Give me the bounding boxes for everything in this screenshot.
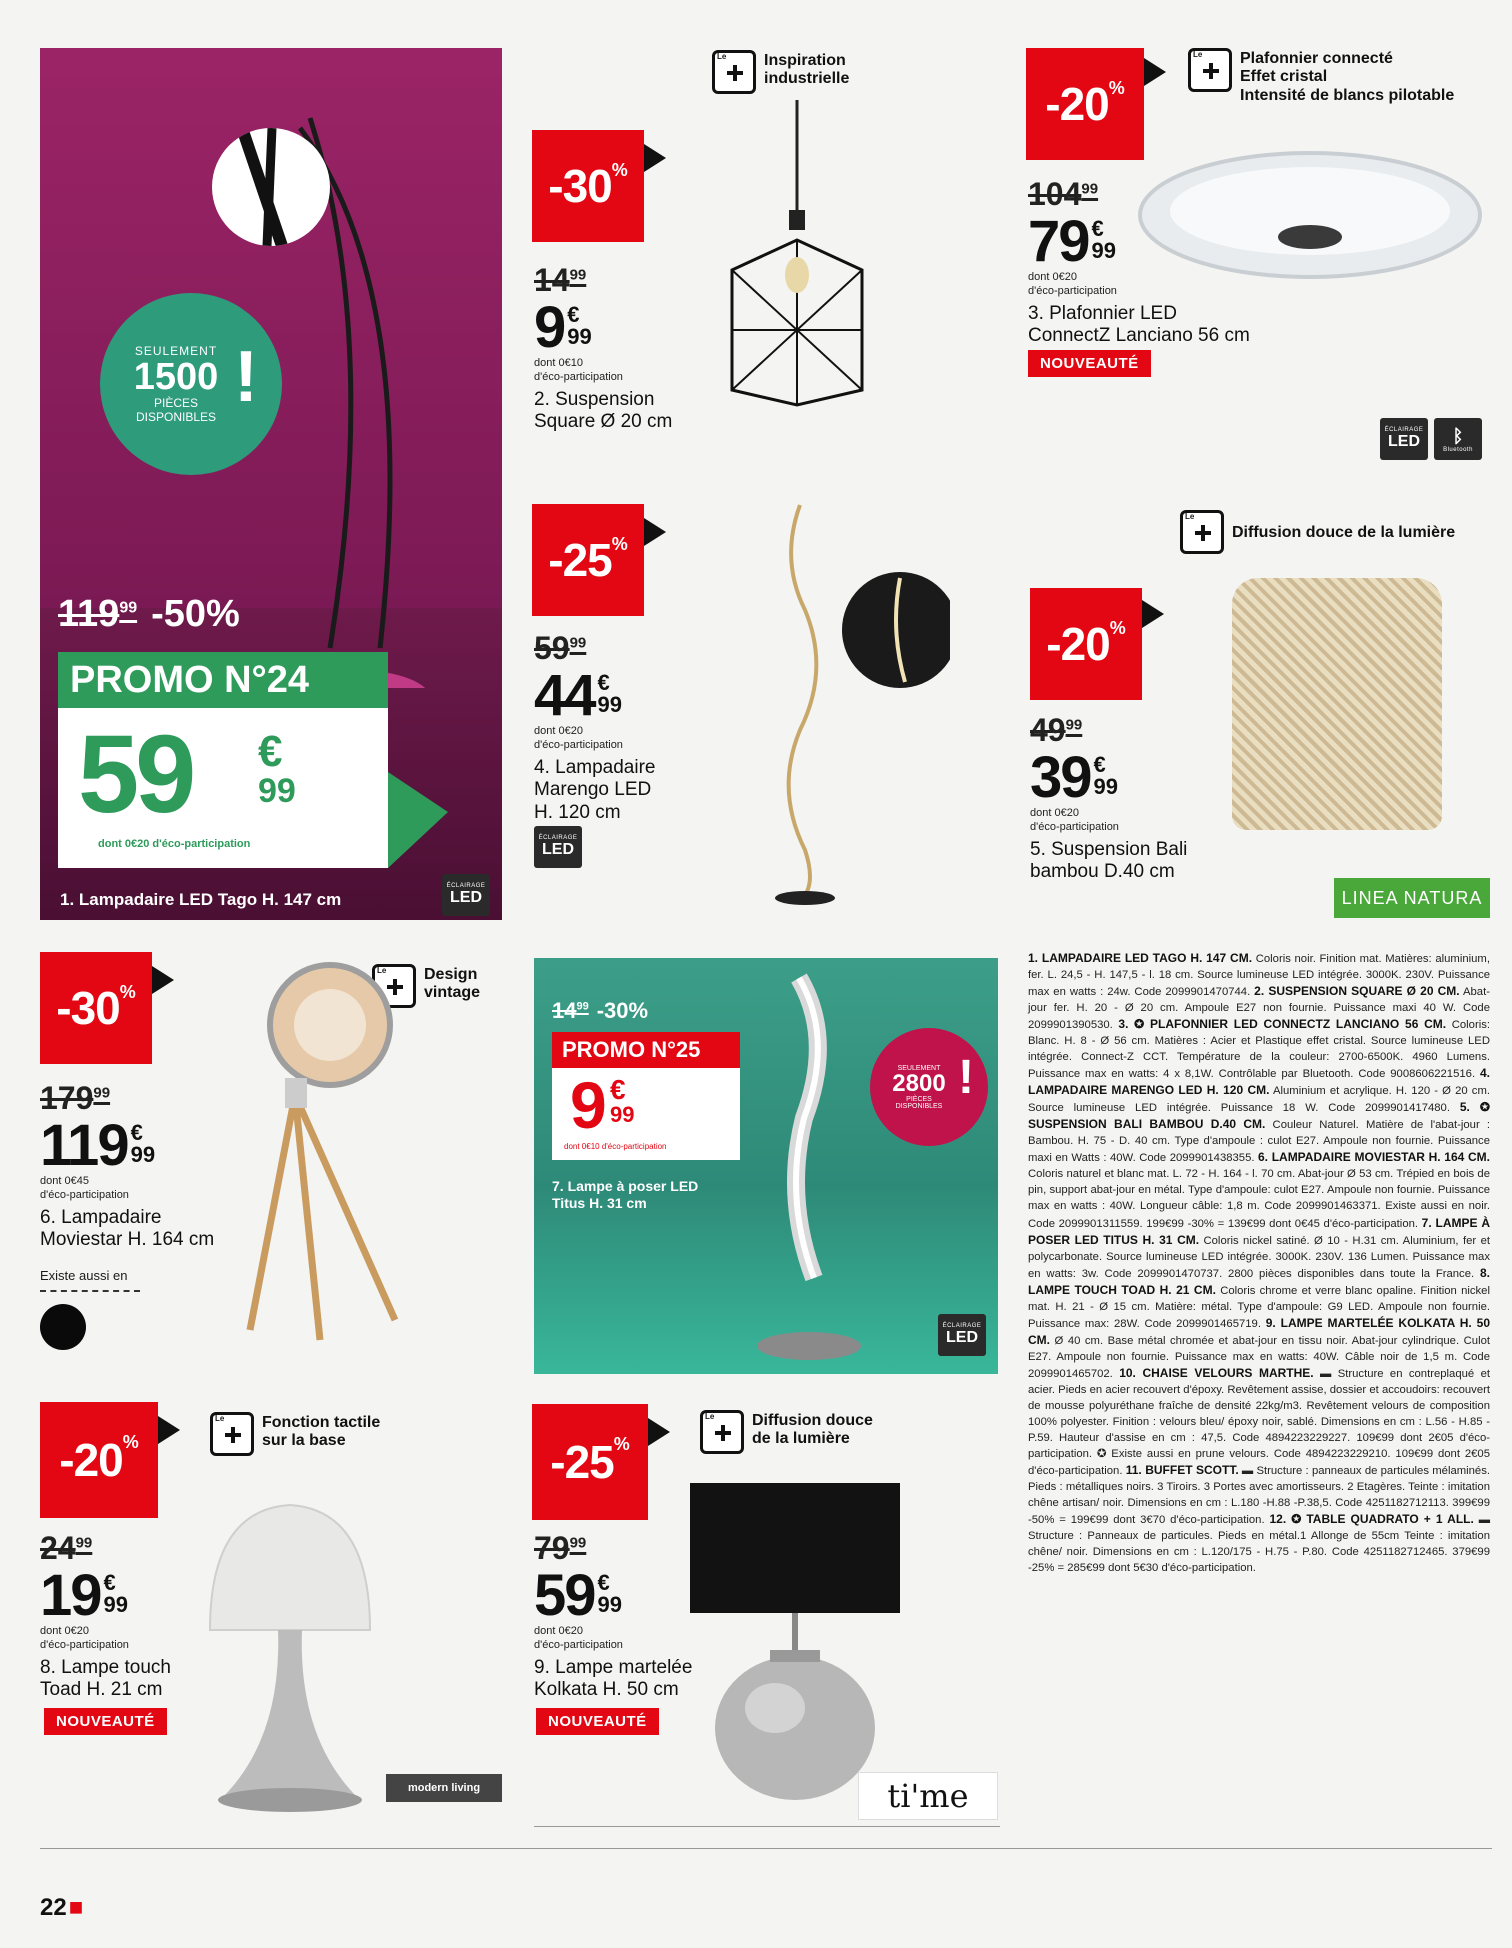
old-price-row: $119^{99}$ -50%: [58, 593, 240, 635]
promo-price-box: 9 € 99 dont 0€10 d'éco-participation: [552, 1068, 740, 1160]
feature-badge-2: Le Inspiration industrielle: [712, 50, 849, 94]
eco-participation: dont 0€20 d'éco-participation: [98, 838, 251, 850]
old-price: $49^{99}$: [1030, 712, 1083, 748]
stock-badge: SEULEMENT 2800 PIÈCES DISPONIBLES !: [870, 1028, 988, 1146]
discount-badge-6: -30 %: [40, 952, 152, 1064]
old-price-row: $14^{99}$ -30%: [552, 998, 649, 1023]
divider: [40, 1290, 140, 1292]
spec-text: Coloris nickel satiné. Ø 10 - H.31 cm. Aluminium, fer et polycarbonate. Source lumineuse LED intégrée. 3000K. 230V. 136 Lumen. Puissance max en watts: 3w. Code 2099901470737. 2800 pièces disponibles dans toute la France.: [1028, 1234, 1490, 1280]
plus-icon: Le: [210, 1412, 254, 1456]
spec-text: Coloris noir. Finition mat. Matières: aluminium, fer. L. 24,5 - H. 147,5 - l. 18 cm. Source lumineuse LED intégrée. 3000K. 230V. Puissance max en watts : 24w. Code 2099901470744.: [1028, 953, 1490, 999]
brand-modern-living: modern living: [386, 1774, 502, 1802]
divider: [534, 1826, 1000, 1827]
product-4-name: 4. Lampadaire Marengo LED H. 120 cm: [534, 756, 656, 824]
product-4-prices: [534, 630, 655, 825]
current-price: 44 € 99: [534, 663, 622, 728]
old-price: $79^{99}$: [534, 1530, 587, 1566]
discount-badge-9: -25 %: [532, 1404, 648, 1520]
product-5-name: 5. Suspension Bali bambou D.40 cm: [1030, 838, 1188, 883]
current-price: 39 € 99: [1030, 745, 1118, 810]
spec-text: Aluminium et acrylique. H. 120 - Ø 20 cm. Source lumineuse LED intégrée. Puissance 18 W. Code 2099901417480.: [1028, 1085, 1490, 1115]
current-price: 19 € 99: [40, 1563, 128, 1628]
feature-badge-9: Le Diffusion douce de la lumière: [700, 1410, 873, 1454]
product-8-name: 8. Lampe touch Toad H. 21 cm: [40, 1656, 171, 1701]
product-6-name: 6. Lampadaire Moviestar H. 164 cm: [40, 1206, 215, 1251]
spec-heading: 11. BUFFET SCOTT.: [1125, 1462, 1239, 1477]
discount-badge-8: -20 %: [40, 1402, 158, 1518]
spec-heading: 1. LAMPADAIRE LED TAGO H. 147 CM.: [1028, 951, 1253, 965]
color-swatch-black[interactable]: [40, 1304, 86, 1350]
brand-time: ti'me: [858, 1772, 998, 1820]
promo-triangle: [388, 772, 448, 868]
floor-lamp-marengo-image: [760, 500, 950, 910]
spec-text: Coloris: Blanc. H. 8 - Ø 56 cm. Matières : Acier et Plastique effet cristal. Source lumineuse LED intégrée. Connect-Z CCT. Température de la couleur: 2700-6500K. 4960 Lumens. Puissance max en watts: 4 x 8,1W. Contrôlable par Bluetooth. Code 9008606221516.: [1028, 1019, 1491, 1081]
eco-participation: dont 0€20 d'éco-participation: [1028, 271, 1117, 297]
plus-icon: Le: [700, 1410, 744, 1454]
brand-linea-natura: LINEA NATURA: [1334, 878, 1490, 918]
spec-heading: 5. ✪ SUSPENSION BALI BAMBOU D.40 CM.: [1028, 1100, 1490, 1132]
feature-badge-3: Le Plafonnier connecté Effet cristal Intensité de blancs pilotable: [1188, 48, 1454, 105]
spec-heading: 12. ✪ TABLE QUADRATO + 1 ALL.: [1269, 1512, 1474, 1527]
tripod-lamp-image: [210, 960, 430, 1350]
led-badge: ÉCLAIRAGE LED: [442, 874, 490, 916]
feature-badge-5: Le Diffusion douce de la lumière: [1180, 510, 1455, 554]
page-number: 22 ■: [40, 1894, 84, 1921]
badge-tail: [1142, 600, 1164, 628]
spec-text: Abat-jour fer. H. 20 - Ø 20 cm. Ampoule E27 non fournie. Puissance maxi 40 W. Code 2099901390530.: [1028, 986, 1490, 1032]
badge-tail: [644, 144, 666, 172]
current-price: 79 € 99: [1028, 209, 1116, 274]
old-price: $59^{99}$: [534, 630, 587, 666]
product-6-prices: [40, 1080, 214, 1252]
spec-text: ▬ Structure : panneaux de particules mélaminés. Pieds : métalliques noirs. 3 Tiroirs. 3 Portes avec amortisseurs. 2 Etagères. Teinte : imitation chêne artisan/ noir. Dimensions en cm : L.180 -H.88 -P.38,5. Code 4251182712113. 399€99 -50% = 199€99 dont 3€70 d'éco-participation.: [1028, 1464, 1491, 1527]
badge-tail: [1144, 58, 1166, 86]
feature-badge-8: Le Fonction tactile sur la base: [210, 1412, 380, 1456]
bluetooth-icon: ᛒ Bluetooth: [1434, 418, 1482, 460]
old-price: $14^{99}$: [534, 262, 587, 298]
plus-icon: Le: [1180, 510, 1224, 554]
product-7-panel: [534, 958, 998, 1374]
kolkata-lamp-image: [680, 1478, 910, 1808]
product-3-name: 3. Plafonnier LED ConnectZ Lanciano 56 cm: [1028, 302, 1250, 347]
badge-tail: [648, 1418, 670, 1446]
spec-heading: 7. LAMPE À POSER LED TITUS H. 31 CM.: [1028, 1215, 1490, 1247]
product-5-prices: [1030, 712, 1187, 884]
old-price: $24^{99}$: [40, 1530, 93, 1566]
spec-heading: 6. LAMPADAIRE MOVIESTAR H. 164 CM.: [1258, 1150, 1491, 1165]
old-price: $179^{99}$: [40, 1080, 111, 1116]
spec-text: Ø 40 cm. Base métal chromée et abat-jour en tissu noir. Abat-jour cylindrique. Culot E27. Ampoule non fournie. Puissance max en watts: 40W. Câble noir de 1,5 m. Code 2099901465702.: [1028, 1334, 1490, 1380]
detail-circle: [212, 128, 330, 246]
eco-participation: dont 0€10 d'éco-participation: [564, 1142, 667, 1151]
promo-label: PROMO N°24: [58, 652, 388, 708]
product-9-prices: [534, 1530, 692, 1702]
plus-icon: Le: [1188, 48, 1232, 92]
led-badge: ÉCLAIRAGE LED: [938, 1314, 986, 1356]
discount-badge-3: -20 %: [1026, 48, 1144, 160]
eco-participation: dont 0€20 d'éco-participation: [40, 1625, 129, 1651]
promo-label: PROMO N°25: [552, 1032, 740, 1068]
badge-tail: [644, 518, 666, 546]
badge-tail: [158, 1416, 180, 1444]
promo-price: 59: [78, 713, 193, 836]
eco-participation: dont 0€20 d'éco-participation: [534, 725, 623, 751]
new-badge-9: NOUVEAUTÉ: [536, 1708, 659, 1735]
bamboo-shade-image: [1232, 578, 1442, 830]
also-available-label: Existe aussi en: [40, 1268, 128, 1283]
spec-heading: 2. SUSPENSION SQUARE Ø 20 CM.: [1254, 984, 1460, 999]
spec-heading: 10. CHAISE VELOURS MARTHE.: [1119, 1365, 1314, 1380]
promo-price-box: 59 € 99 dont 0€20 d'éco-participation: [58, 708, 388, 868]
touch-lamp-image: [190, 1480, 390, 1820]
product-8-prices: [40, 1530, 171, 1702]
badge-tail: [152, 966, 174, 994]
spec-heading: 4. LAMPADAIRE MARENGO LED H. 120 CM.: [1028, 1066, 1490, 1098]
exclamation-icon: !: [958, 1051, 974, 1104]
spec-text: ▬ Structure : Panneaux de particules. Pieds en métal.1 Allonge de 55cm Teinte : imitation chêne/ noir. Dimensions en cm : L.120/175 - H.75 - P.80. Code 4251182712465. 379€99 -25% = 285€99 dont 5€30 d'éco-participation.: [1028, 1514, 1491, 1575]
plus-icon: Le: [712, 50, 756, 94]
ceiling-light-image: [1135, 145, 1485, 285]
promo-price: 9: [570, 1068, 607, 1142]
spec-text: Coloris naturel et blanc mat. L. 72 - H. 164 - l. 70 cm. Abat-jour Ø 53 cm. Trépied en bois de pin, support abat-jour en métal. Type d'ampoule: culot E27. Ampoule non fournie. Puissance max en watts : 40W. Longueur câble: 1,8 m. Code 2099901463371. Existe aussi en noir. Code 2099901311559. 199€99 -30% = 139€99 dont 0€45 d'éco-participation.: [1028, 1168, 1490, 1230]
current-price: 119 € 99: [40, 1113, 156, 1178]
product-specifications: [1028, 950, 1490, 1576]
product-2-prices: [534, 262, 672, 434]
plus-icon: Le: [372, 964, 416, 1008]
product-1-name: 1. Lampadaire LED Tago H. 147 cm: [60, 890, 342, 909]
current-price: 59 € 99: [534, 1563, 622, 1628]
product-7-name: 7. Lampe à poser LED Titus H. 31 cm: [552, 1178, 699, 1211]
stock-badge: SEULEMENT 1500 PIÈCES DISPONIBLES !: [100, 293, 282, 475]
product-1-panel: [40, 48, 502, 920]
old-price: $104^{99}$: [1028, 176, 1099, 212]
eco-participation: dont 0€20 d'éco-participation: [534, 1625, 623, 1651]
led-badge: ÉCLAIRAGE LED: [534, 826, 582, 868]
discount-badge-4: -25 %: [532, 504, 644, 616]
spec-text: Coloris chrome et verre blanc opaline. Finition nickel mat. H. 21 - Ø 15 cm. Matière: métal. Type d'ampoule: G9 LED. Ampoule non fournie. Puissance max: 28W. Code 2099901465719.: [1028, 1284, 1490, 1330]
spec-text: Couleur Naturel. Matière de l'abat-jour : Bambou. H. 75 - D. 40 cm. Type d'ampoule : culot E27. Ampoule non fournie. Puissance maxi en Watts : 40W. Code 2099901438355.: [1028, 1119, 1491, 1165]
product-9-name: 9. Lampe martelée Kolkata H. 50 cm: [534, 1656, 693, 1701]
eco-participation: dont 0€45 d'éco-participation: [40, 1175, 129, 1201]
lamp-titus-image: [744, 958, 874, 1368]
pendant-square-image: [712, 100, 882, 410]
spec-heading: 3. ✪ PLAFONNIER LED CONNECTZ LANCIANO 56 CM.: [1118, 1017, 1447, 1032]
eco-participation: dont 0€10 d'éco-participation: [534, 357, 623, 383]
divider: [40, 1848, 1492, 1849]
current-price: 9 € 99: [534, 295, 592, 360]
led-badge: ÉCLAIRAGE LED: [1380, 418, 1428, 460]
new-badge-8: NOUVEAUTÉ: [44, 1708, 167, 1735]
spec-heading: 9. LAMPE MARTELÉE KOLKATA H. 50 CM.: [1028, 1315, 1490, 1347]
spec-text: ▬ Structure en contreplaqué et acier. Pieds en acier recouvert d'époxy. Revêtement assise, dossier et accoudoirs: recouvert de mousse polyuréthane fraîche de densité 22kg/m3. Revêtement velours de composition 100% polyester. Finition : velours bleu/ époxy noir, sablé. Dimensions en cm : L.56 - H.85 - P.59. Hauteur d'assise en cm : 47,5. Code 4894223229227. 109€99 dont 2€05 d'éco-participation. ✪ Existe aussi en prune velours. Code 4894223229210. 109€99 dont 2€05 d'éco-participation.: [1028, 1367, 1490, 1477]
feature-badge-6: Le Design vintage: [372, 964, 480, 1008]
eco-participation: dont 0€20 d'éco-participation: [1030, 807, 1119, 833]
spec-heading: 8. LAMPE TOUCH TOAD H. 21 CM.: [1028, 1265, 1490, 1297]
discount-badge-2: -30 %: [532, 130, 644, 242]
new-badge-3: NOUVEAUTÉ: [1028, 350, 1151, 377]
product-2-name: 2. Suspension Square Ø 20 cm: [534, 388, 673, 433]
discount-badge-5: -20 %: [1030, 588, 1142, 700]
exclamation-icon: !: [234, 337, 258, 417]
